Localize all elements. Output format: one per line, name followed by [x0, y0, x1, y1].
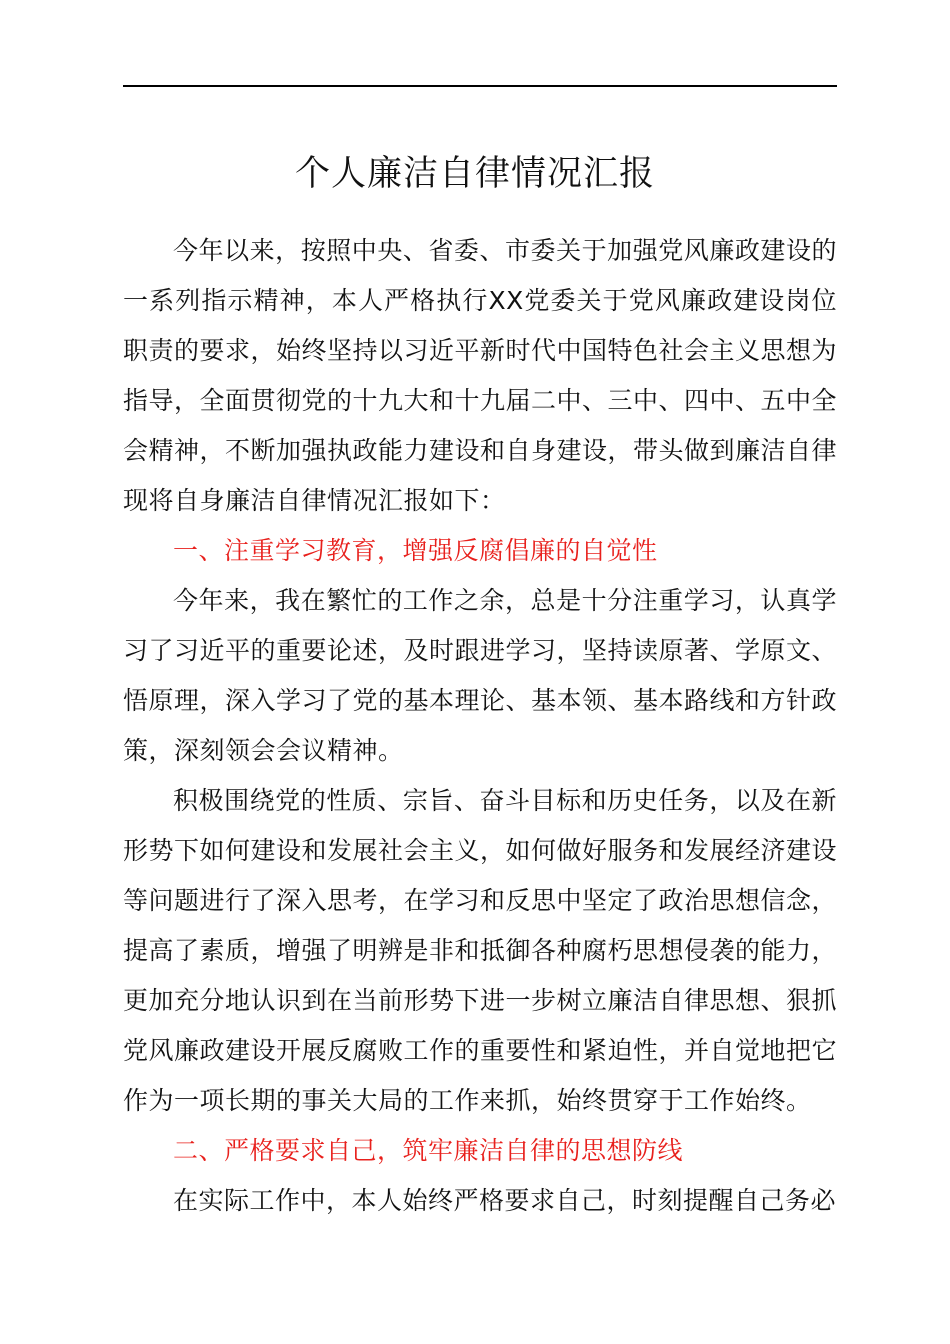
paragraph-reflection: 积极围绕党的性质、宗旨、奋斗目标和历史任务，以及在新形势下如何建设和发展社会主义，如何做好服务和发展经济建设等问题进行了深入思考，在学习和反思中坚定了政治思想信念，提高了素质，增强了明辨是非和抵御各种腐朽思想侵袭的能力，更加充分地认识到在当前形势下进一步树立廉洁自律思想、狠抓党风廉政建设开展反腐败工作的重要性和紧迫性，并自觉地把它作为一项长期的事关大局的工作来抓，始终贯穿于工作始终。: [123, 786, 838, 1115]
section-heading-2: 二、严格要求自己，筑牢廉洁自律的思想防线: [173, 1136, 684, 1165]
header-rule: [123, 85, 837, 87]
paragraph-intro: 今年以来，按照中央、省委、市委关于加强党风廉政建设的一系列指示精神，本人严格执行XX党委关于党风廉政建设岗位职责的要求，始终坚持以习近平新时代中国特色社会主义思想为指导，全面贯彻党的十九大和十九届二中、三中、四中、五中全会精神，不断加强执政能力建设和自身建设，带头做到廉洁自律现将自身廉洁自律情况汇报如下：: [123, 236, 838, 515]
document-title: 个人廉洁自律情况汇报: [294, 154, 655, 194]
section-heading-1: 一、注重学习教育，增强反腐倡廉的自觉性: [173, 536, 658, 565]
paragraph-study: 今年来，我在繁忙的工作之余，总是十分注重学习，认真学习了习近平的重要论述，及时跟进学习，坚持读原著、学原文、悟原理，深入学习了党的基本理论、基本领、基本路线和方针政策，深刻领会会议精神。: [123, 586, 838, 765]
document-body: [123, 226, 837, 1226]
paragraph-practice: 在实际工作中，本人始终严格要求自己，时刻提醒自己务必: [173, 1186, 837, 1215]
